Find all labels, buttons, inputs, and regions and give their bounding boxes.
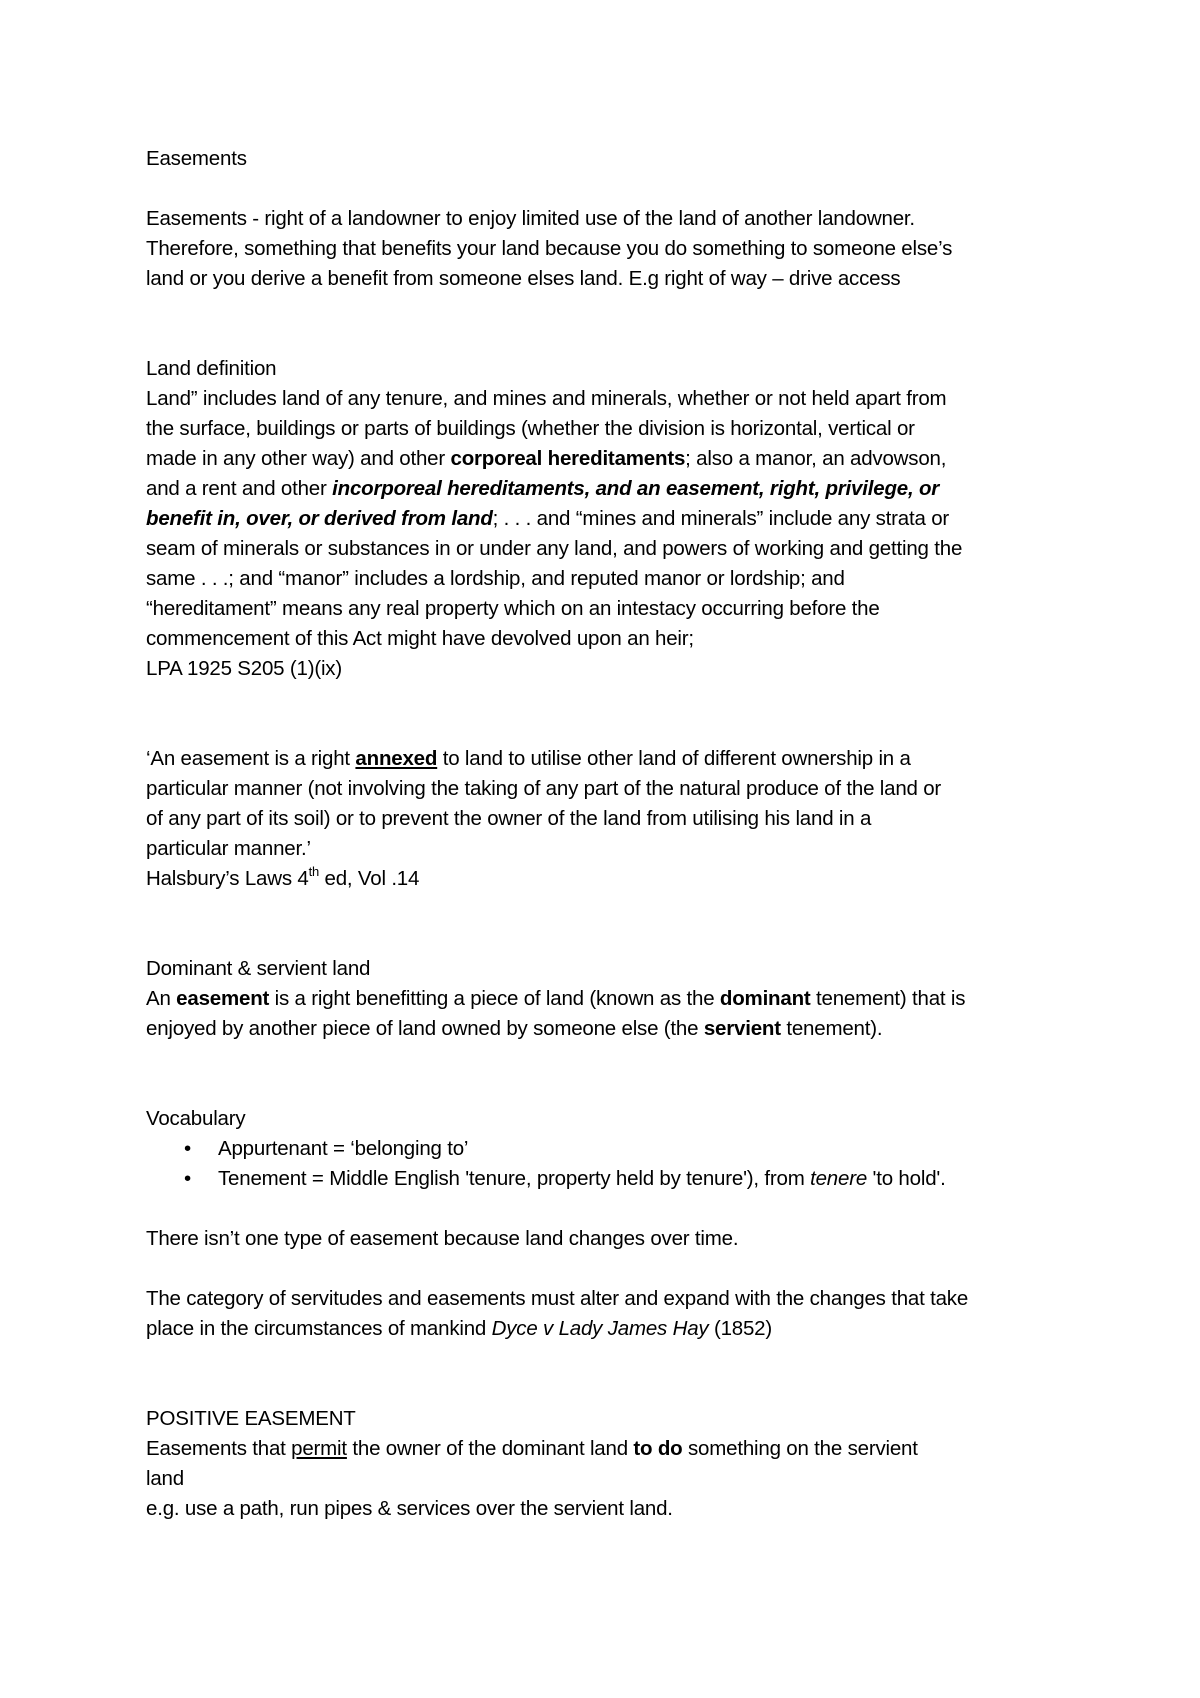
quote-line: particular manner.’ <box>146 837 311 860</box>
underlined-term: permit <box>291 1437 347 1460</box>
quote-line: of any part of its soil) or to prevent the owner of the land from utilising his land in a <box>146 807 872 830</box>
definition-line: seam of minerals or substances in or under any land, and powers of working and getting the <box>146 537 963 560</box>
body-line: land <box>146 1467 184 1490</box>
intro-line: Therefore, something that benefits your land because you do something to someone else’s <box>146 237 953 260</box>
definition-line: and a rent and other incorporeal hereditaments, and an easement, right, privilege, or <box>146 477 940 500</box>
definition-line: made in any other way) and other corporeal hereditaments; also a manor, an advowson, <box>146 447 947 470</box>
intro-line: Easements - right of a landowner to enjoy limited use of the land of another landowner. <box>146 207 915 230</box>
list-item: • Appurtenant = ‘belonging to’ <box>146 1134 1076 1164</box>
dominant-servient-section <box>146 954 1076 1044</box>
section-heading: Vocabulary <box>146 1107 246 1130</box>
positive-easement-section <box>146 1404 1076 1524</box>
body-line: enjoyed by another piece of land owned by someone else (the servient tenement). <box>146 1017 883 1040</box>
body-line: Easements that permit the owner of the dominant land to do something on the servient <box>146 1437 918 1460</box>
section-heading: POSITIVE EASEMENT <box>146 1407 356 1430</box>
body-line: An easement is a right benefitting a piece of land (known as the dominant tenement) that is <box>146 987 966 1010</box>
section-heading: Dominant & servient land <box>146 957 371 980</box>
definition-line: the surface, buildings or parts of buildings (whether the division is horizontal, vertical or <box>146 417 915 440</box>
vocabulary-section <box>146 1104 1076 1194</box>
intro-paragraph <box>146 204 1076 294</box>
body-line: place in the circumstances of mankind Dyce v Lady James Hay (1852) <box>146 1317 773 1340</box>
citation: Halsbury’s Laws 4th ed, Vol .14 <box>146 864 420 890</box>
section-heading: Land definition <box>146 357 277 380</box>
body-line: The category of servitudes and easements must alter and expand with the changes that take <box>146 1287 969 1310</box>
intro-line: land or you derive a benefit from someone elses land. E.g right of way – drive access <box>146 267 901 290</box>
citation: LPA 1925 S205 (1)(ix) <box>146 657 342 680</box>
definition-line: benefit in, over, or derived from land; . . . and “mines and minerals” include any strata or <box>146 507 950 530</box>
bold-term: corporeal hereditaments <box>450 447 686 470</box>
definition-line: same . . .; and “manor” includes a lordship, and reputed manor or lordship; and <box>146 567 845 590</box>
underlined-term: annexed <box>355 747 438 770</box>
definition-line: “hereditament” means any real property which on an intestacy occurring before the <box>146 597 880 620</box>
quote-line: ‘An easement is a right annexed to land to utilise other land of different ownership in a <box>146 747 911 770</box>
bold-italic-term: incorporeal hereditaments, and an easement, right, privilege, or <box>332 477 940 500</box>
vocabulary-list <box>146 1134 1076 1194</box>
halsbury-quote <box>146 744 1076 894</box>
list-item: • Tenement = Middle English 'tenure, property held by tenure'), from tenere 'to hold'. <box>146 1164 1076 1194</box>
quote-line: particular manner (not involving the taking of any part of the natural produce of the land or <box>146 777 942 800</box>
definition-line: commencement of this Act might have devolved upon an heir; <box>146 627 694 650</box>
dyce-paragraph <box>146 1284 1076 1344</box>
definition-line: Land” includes land of any tenure, and mines and minerals, whether or not held apart from <box>146 387 947 410</box>
body-line: There isn’t one type of easement because land changes over time. <box>146 1227 739 1250</box>
case-name: Dyce v Lady James Hay <box>491 1317 709 1340</box>
document-title: Easements <box>146 147 247 170</box>
land-definition-section <box>146 354 1076 684</box>
bullet-icon: • <box>184 1167 191 1190</box>
bullet-icon: • <box>184 1137 191 1160</box>
body-line: e.g. use a path, run pipes & services over the servient land. <box>146 1497 673 1520</box>
document-page <box>146 144 1076 1524</box>
bold-italic-term: benefit in, over, or derived from land <box>146 507 493 530</box>
